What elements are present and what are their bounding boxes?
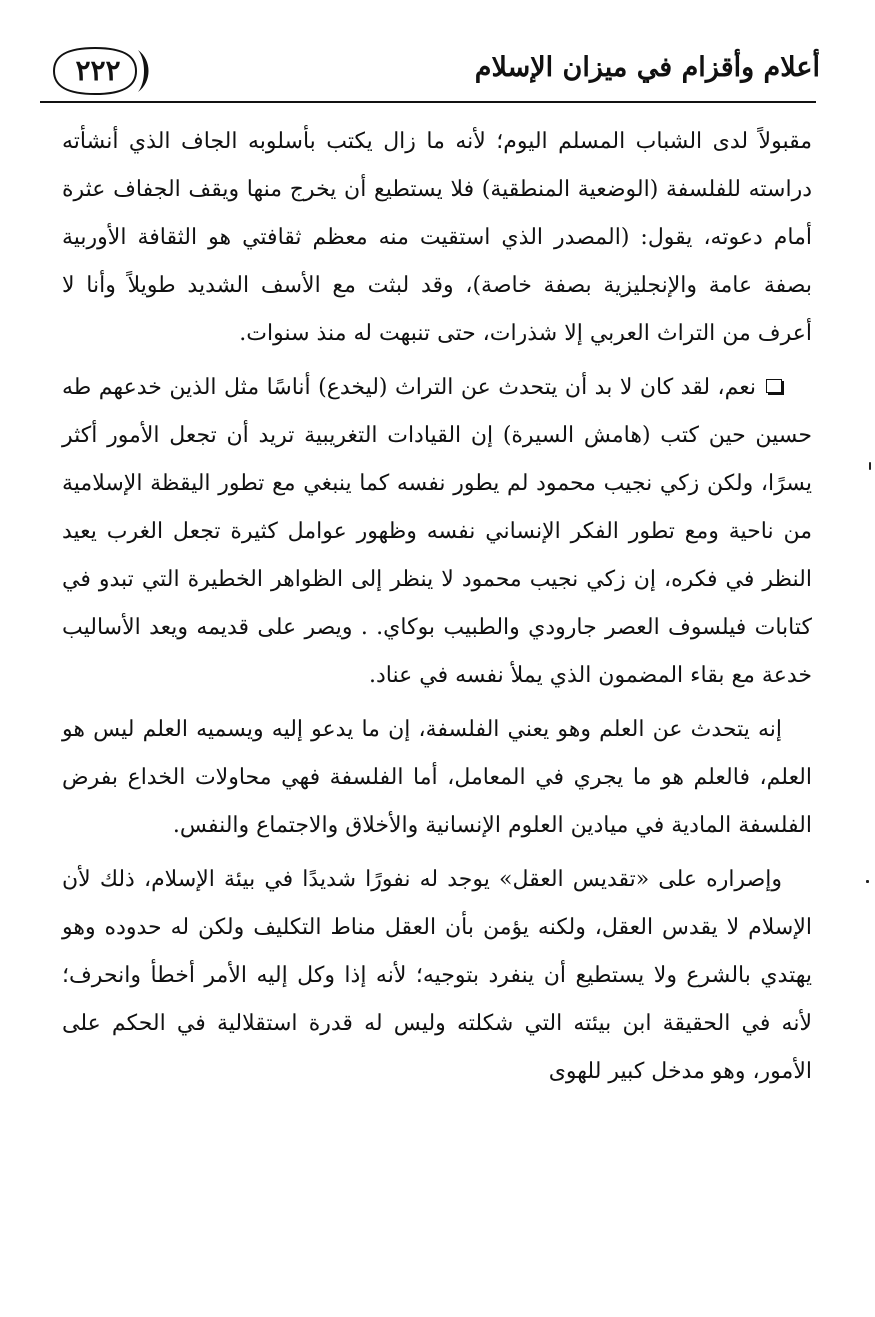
paragraph-text: نعم، لقد كان لا بد أن يتحدث عن التراث (ليخدع) أناسًا مثل الذين خدعهم طه حسين حين كتب (هامش السيرة) إن القيادات التغريبية تريد أن تجعل الأمور أكثر يسرًا، ولكن زكي نجيب محمود لم يطور نفسه كما ينبغي مع تطور اليقظة الإسلامية من ناحية ومع تطور الفكر الإنساني نفسه وظهور عوامل كثيرة تجعل الغرب يعيد النظر في فكره، إن زكي نجيب محمود لا ينظر إلى الظواهر الخطيرة التي تبدو في كتابات فيلسوف العصر جارودي والطبيب بوكاي. . ويصر على قديمه ويعد الأساليب خدعة مع بقاء المضمون الذي يملأ نفسه في عناد. xyxy=(62,375,812,688)
running-header-title: أعلام وأقزام في ميزان الإسلام xyxy=(474,52,820,83)
square-bullet-icon xyxy=(766,379,782,393)
paragraph: مقبولاً لدى الشباب المسلم اليوم؛ لأنه ما زال يكتب بأسلوبه الجاف الذي أنشأته دراسته للفلسفة (الوضعية المنطقية) فلا يستطيع أن يخرج منها ويقف الجفاف عثرة أمام دعوته، يقول: (المصدر الذي استقيت منه معظم ثقافتي هو الثقافة الأوربية بصفة عامة والإنجليزية بصفة خاصة)، وقد لبثت مع الأسف الشديد طويلاً وأنا لا أعرف من التراث العربي إلا شذرات، حتى تنبهت له منذ سنوات. xyxy=(62,129,812,346)
page-number: ٢٢٢ xyxy=(75,54,121,87)
paragraph xyxy=(62,364,812,700)
paragraph: إنه يتحدث عن العلم وهو يعني الفلسفة، إن ما يدعو إليه ويسميه العلم ليس هو العلم، فالعلم هو ما يجري في المعامل، أما الفلسفة فهي محاولات الخداع بفرض الفلسفة المادية في ميادين العلوم الإنسانية والأخلاق والاجتماع والنفس. xyxy=(62,717,812,838)
header-divider xyxy=(40,101,816,103)
margin-mark xyxy=(869,462,871,470)
running-header xyxy=(40,40,820,104)
paragraph: وإصراره على «تقديس العقل» يوجد له نفورًا شديدًا في بيئة الإسلام، ذلك لأن الإسلام لا يقدس العقل، ولكنه يؤمن بأن العقل مناط التكليف ولكن له حدوده وهو يهتدي بالشرع ولا يستطيع أن ينفرد بتوجيه؛ لأنه إذا وكل إليه الأمر أخطأ وانحرف؛ لأنه في الحقيقة ابن بيئته التي شكلته وليس له قدرة استقلالية في الحكم على الأمور، وهو مدخل كبير للهوى xyxy=(62,867,812,1084)
margin-mark xyxy=(866,880,869,883)
main-text xyxy=(62,118,812,1096)
page-number-badge xyxy=(40,42,150,100)
